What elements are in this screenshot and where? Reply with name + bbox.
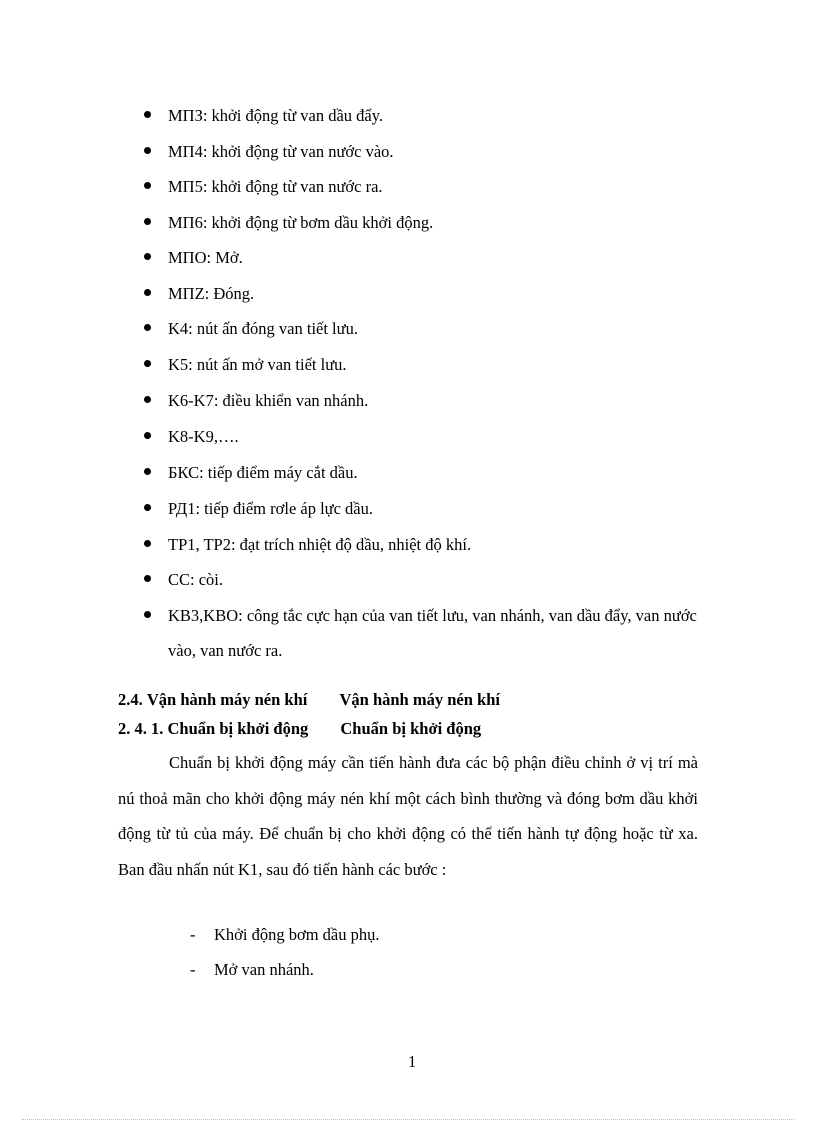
page-number: 1 <box>408 1052 417 1071</box>
dash-icon: - <box>190 925 196 944</box>
bullet-icon <box>144 360 151 367</box>
bullet-icon <box>144 504 151 511</box>
bullet-icon <box>144 575 151 582</box>
section-heading: 2.4. Vận hành máy nén khí Vận hành máy nén khí <box>118 690 500 709</box>
bullet-icon <box>144 111 151 118</box>
body-paragraph: Chuẩn bị khởi động máy cần tiến hành đưa các bộ phận điều chỉnh ở vị trí mà nú thoả mãn cho khởi động máy nén khí một cách bình thường và đóng bơm dầu khởi động từ tủ của máy. Để chuẩn bị cho khởi động có thể tiến hành tự động hoặc từ xa. Ban đầu nhấn nút K1, sau đó tiến hành các bước : <box>118 753 698 879</box>
bullet-icon <box>144 432 151 439</box>
page-divider <box>22 1119 794 1120</box>
bullet-icon <box>144 289 151 296</box>
bullet-icon <box>144 147 151 154</box>
bullet-list: МПЗ: khởi động từ van dầu đẩy. МП4: khởi động từ van nước vào. МП5: khởi động từ van nước ra. МП6: khởi động từ bơm dầu khởi động. МПО: Mở. МПZ: Đóng. K4: nút ấn đóng van tiết lưu. K5: nút ấn mở van tiết lưu. K6-K7: điều khiển van nhánh. K8-K9,…. БКС: tiếp điểm máy cắt dầu. РД1: tiếp điểm rơle áp lực dầu. TP1, TP2: đạt trích nhiệt độ dầu, nhiệt độ khí. CC: còi. KB3,KBO: công tắc cực hạn của van tiết lưu, van nhánh, van dầu đẩy, van nước vào, van nước ra. <box>0 0 816 680</box>
bullet-icon <box>144 324 151 331</box>
step-item: - Mở van nhánh. <box>190 960 314 979</box>
bullet-icon <box>144 611 151 618</box>
step-item: - Khởi động bơm dầu phụ. <box>190 925 380 944</box>
subsection-heading: 2. 4. 1. Chuẩn bị khởi động Chuẩn bị khởi động <box>118 719 482 738</box>
bullet-icon <box>144 396 151 403</box>
bullet-icon <box>144 253 151 260</box>
dash-icon: - <box>190 960 196 979</box>
bullet-icon <box>144 182 151 189</box>
bullet-icon <box>144 468 151 475</box>
bullet-icon <box>144 540 151 547</box>
bullet-icon <box>144 218 151 225</box>
